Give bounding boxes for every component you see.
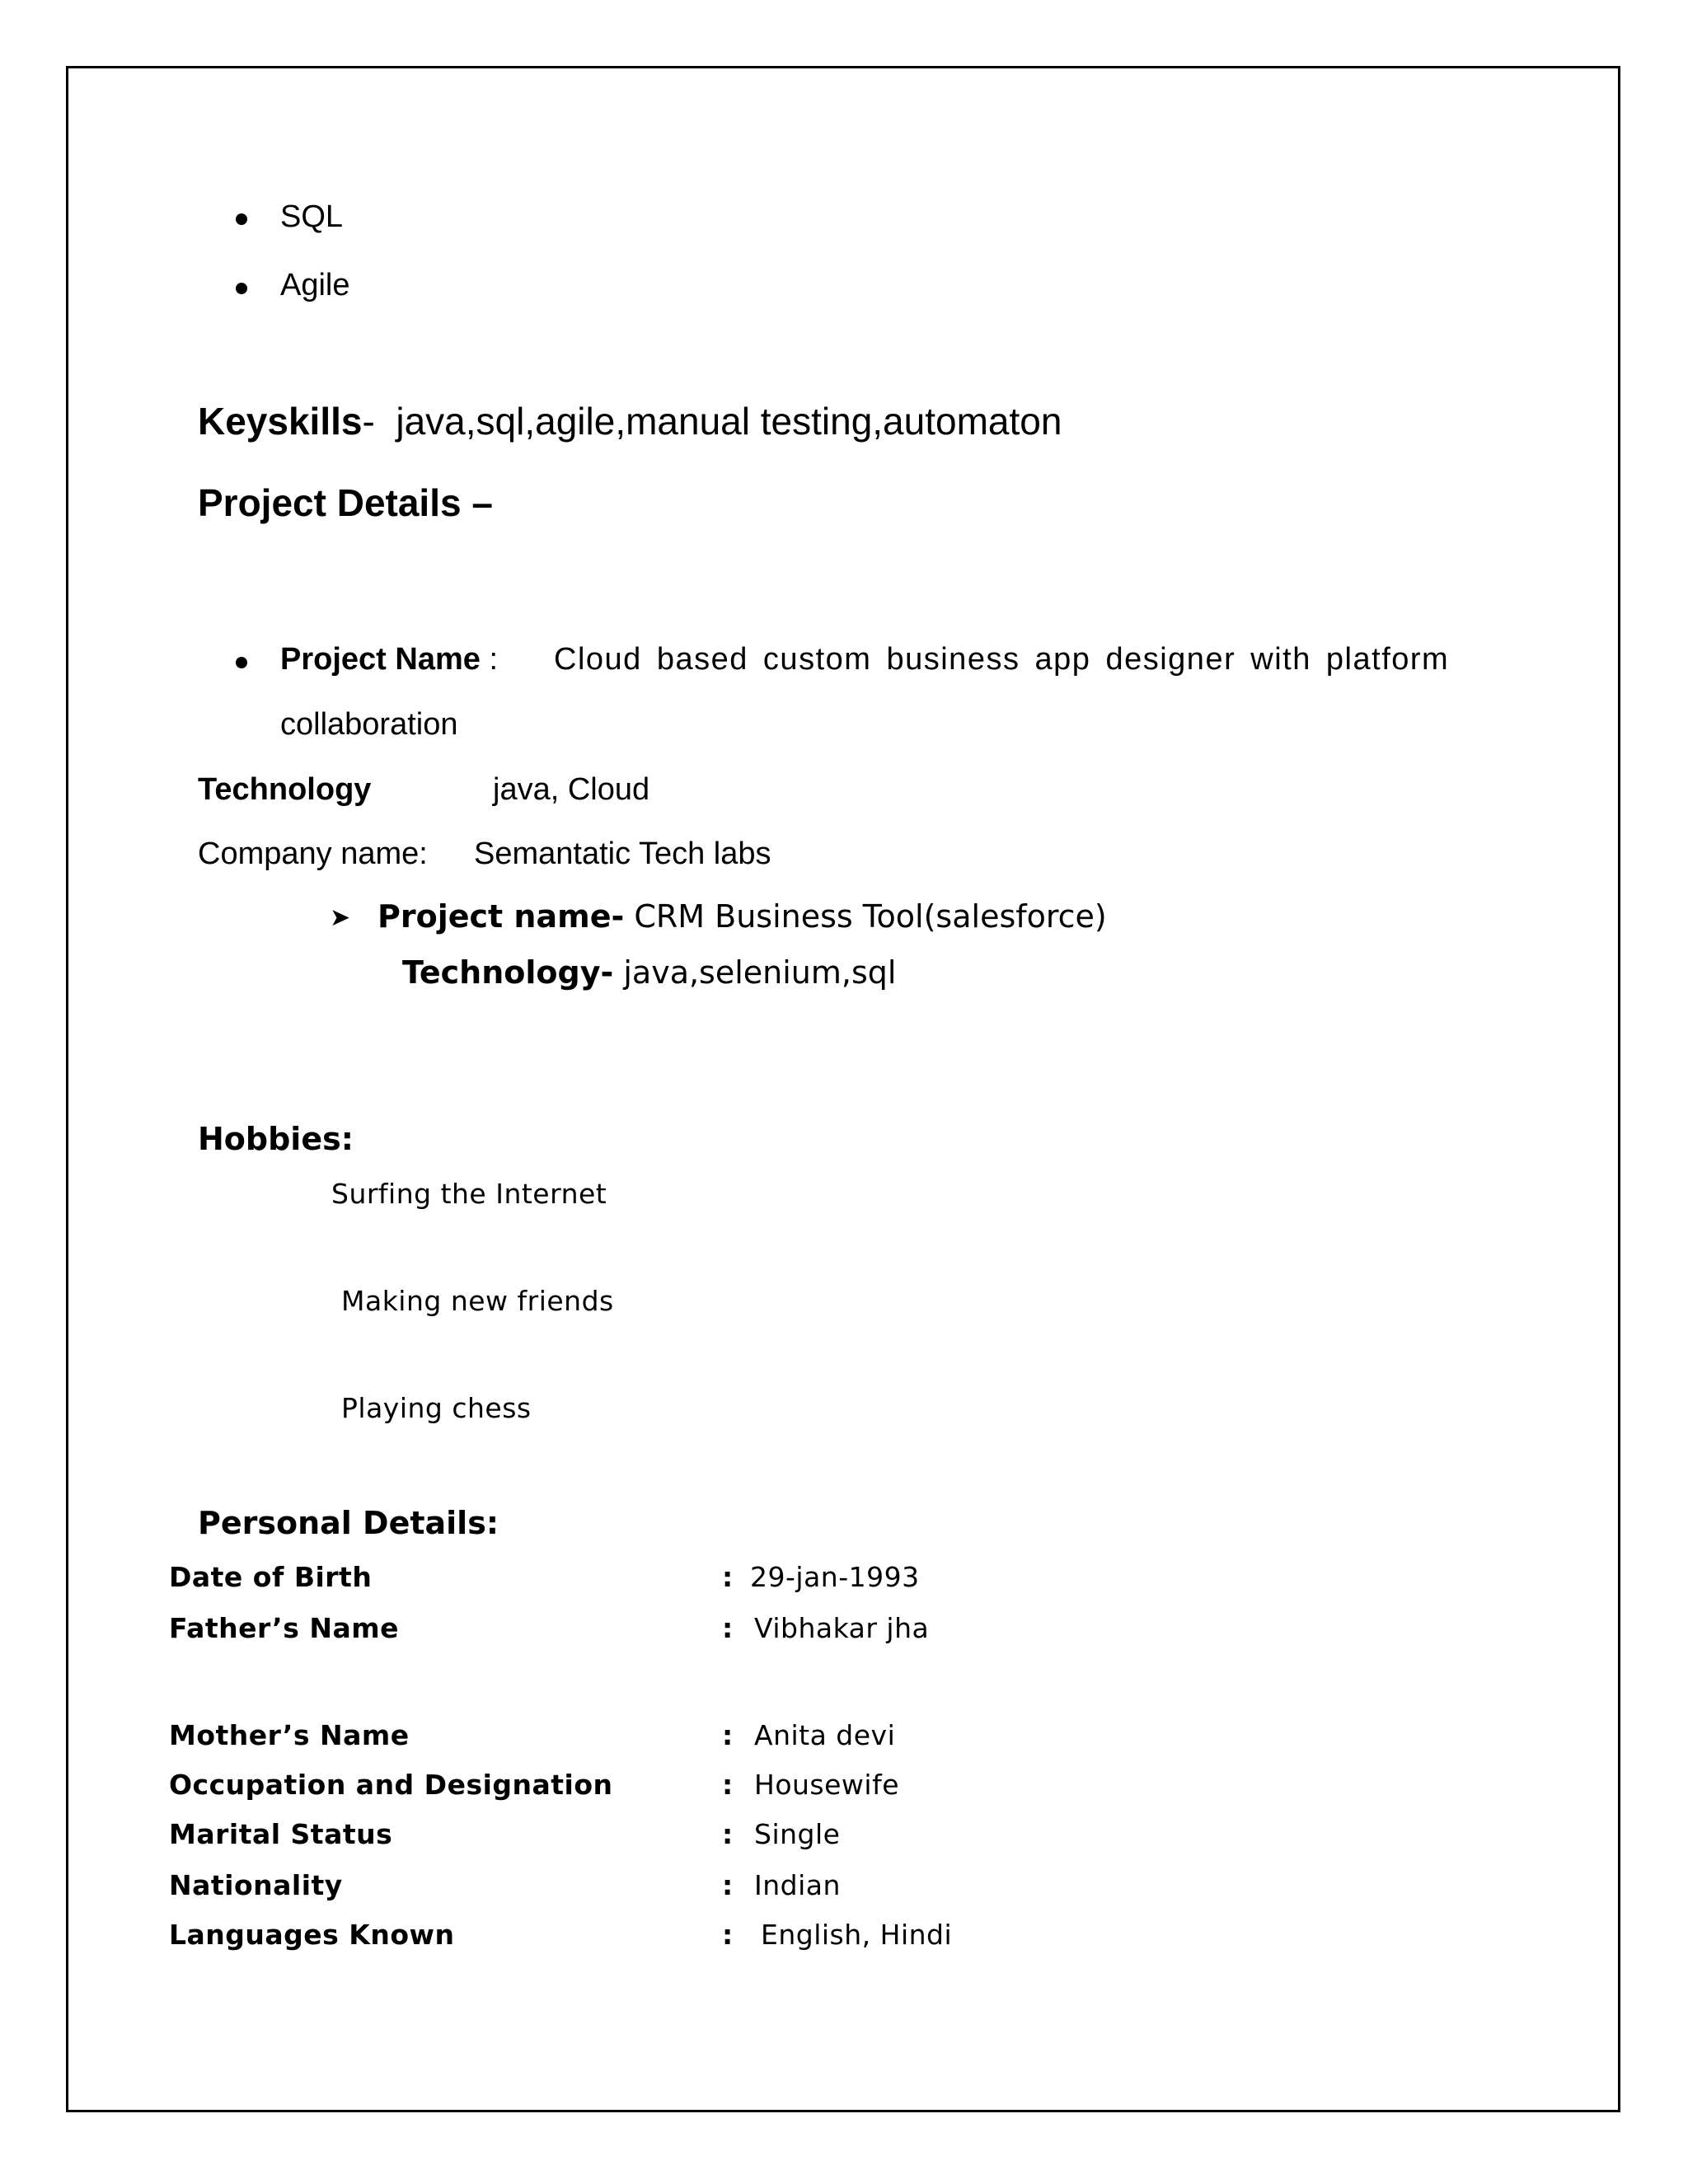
skill-item: Agile: [280, 268, 350, 302]
nationality-colon: :: [722, 1869, 734, 1901]
mother-name-value: Anita devi: [754, 1719, 896, 1751]
languages-label: Languages Known: [169, 1919, 455, 1951]
project1-colon: :: [489, 642, 499, 677]
keyskills-line: [198, 399, 1062, 443]
project1-name-line: [280, 642, 498, 677]
project2-technology-label: Technology-: [402, 954, 614, 991]
nationality-label: Nationality: [169, 1869, 343, 1901]
languages-value: English, Hindi: [761, 1919, 953, 1951]
arrow-bullet-icon: ➤: [330, 903, 351, 932]
mother-name-label: Mother’s Name: [169, 1719, 410, 1751]
project1-name-value-cont: collaboration: [280, 707, 458, 742]
occupation-label: Occupation and Designation: [169, 1769, 613, 1801]
page-border: [66, 66, 1620, 2112]
project2-name-value: CRM Business Tool(salesforce): [634, 898, 1107, 935]
hobbies-heading: Hobbies:: [198, 1121, 354, 1157]
skill-item: SQL: [280, 199, 344, 234]
project1-company-label: Company name:: [198, 837, 428, 871]
nationality-value: Indian: [754, 1869, 841, 1901]
hobby-item: Making new friends: [341, 1285, 614, 1317]
project-details-heading: Project Details –: [198, 481, 493, 524]
keyskills-value: java,sql,agile,manual testing,automaton: [396, 400, 1062, 443]
project1-technology-value: java, Cloud: [493, 772, 650, 807]
personal-details-heading: Personal Details:: [198, 1505, 499, 1541]
project2-name-line: [377, 898, 1107, 935]
bullet-icon: [236, 657, 247, 668]
marital-status-colon: :: [722, 1818, 734, 1850]
bullet-icon: [236, 283, 247, 294]
hobby-item: Surfing the Internet: [331, 1178, 607, 1210]
project2-technology-value: java,selenium,sql: [623, 954, 897, 991]
dob-label: Date of Birth: [169, 1561, 373, 1593]
father-name-colon: :: [722, 1612, 734, 1644]
father-name-label: Father’s Name: [169, 1612, 400, 1644]
project1-technology-label: Technology: [198, 772, 372, 807]
project1-company-value: Semantatic Tech labs: [474, 837, 771, 871]
marital-status-value: Single: [754, 1818, 841, 1850]
project1-name-label: Project Name: [280, 642, 481, 677]
dob-value: 29-jan-1993: [750, 1561, 920, 1593]
hobby-item: Playing chess: [341, 1392, 532, 1424]
occupation-value: Housewife: [754, 1769, 899, 1801]
occupation-colon: :: [722, 1769, 734, 1801]
mother-name-colon: :: [722, 1719, 734, 1751]
father-name-value: Vibhakar jha: [754, 1612, 930, 1644]
bullet-icon: [236, 213, 247, 225]
keyskills-label: Keyskills: [198, 400, 363, 443]
marital-status-label: Marital Status: [169, 1818, 393, 1850]
project2-technology-line: [402, 954, 896, 991]
dob-colon: :: [722, 1561, 734, 1593]
project1-name-value: Cloud based custom business app designer with platform: [554, 642, 1450, 677]
project2-name-label: Project name-: [377, 898, 625, 935]
keyskills-separator: -: [362, 400, 375, 443]
languages-colon: :: [722, 1919, 734, 1951]
